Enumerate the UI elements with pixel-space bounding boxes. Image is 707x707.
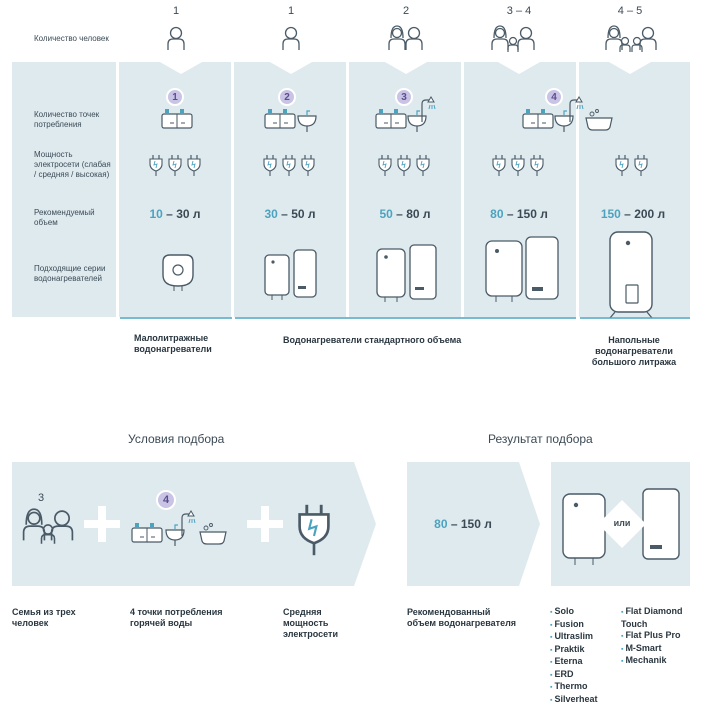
points-badge-3: 3 [395,88,413,106]
caption-family: Семья из трех человек [12,607,76,628]
series-item: ▪ Eterna [550,656,620,669]
series-item: ▪ Thermo [550,681,620,694]
caption-power: Средняя мощность электросети [283,607,338,639]
series-item: ▪ Silverheat [550,694,620,707]
series-item: ▪ Praktik [550,644,620,657]
volume-col-1: 10 – 30 л [149,207,201,221]
row-label-people: Количество человек [34,34,109,43]
row-label-power: Мощность электросети (слабая / средняя / высокая) [34,150,111,179]
volume-col-2: 30 – 50 л [264,207,316,221]
row-label-series: Подходящие серии водонагревателей [34,264,106,283]
volume-col-4: 80 – 150 л [490,207,548,221]
or-label: или [613,518,631,528]
points-badge-result: 4 [156,490,176,510]
category-floor: Напольные водонагреватели большого литража [591,335,677,367]
people-count-3: 2 [402,5,410,17]
series-item: ▪ Flat Diamond Touch [621,606,705,630]
result-volume: 80 – 150 л [434,517,492,531]
series-list-left [550,606,620,706]
volume-col-5: 150 – 200 л [600,207,666,221]
series-list-right [621,606,705,668]
category-small: Малолитражные водонагреватели [134,333,212,354]
people-count-5: 4 – 5 [617,5,643,17]
series-item: ▪ ERD [550,669,620,682]
points-badge-4: 4 [545,88,563,106]
row-label-volume: Рекомендуемый объем [34,208,95,227]
category-standard: Водонагреватели стандартного объема [283,335,462,345]
series-item: ▪ Fusion [550,619,620,632]
row-label-points: Количество точек потребления [34,110,100,129]
people-count-1: 1 [172,5,180,17]
cylinder-heater-icon [563,494,605,565]
family-count: 3 [38,492,45,504]
flat-heater-icon [643,489,679,559]
people-count-4: 3 – 4 [506,5,532,17]
series-item: ▪ Solo [550,606,620,619]
people-count-2: 1 [287,5,295,17]
series-item: ▪ Ultraslim [550,631,620,644]
series-item: ▪ Flat Plus Pro [621,630,705,643]
series-item: ▪ Mechanik [621,655,705,668]
points-badge-1: 1 [166,88,184,106]
series-item: ▪ M-Smart [621,643,705,656]
caption-recommended: Рекомендованный объем водонагревателя [407,607,517,628]
caption-points: 4 точки потребления горячей воды [130,607,223,628]
result-title: Результат подбора [488,432,593,446]
volume-col-3: 50 – 80 л [379,207,431,221]
conditions-title: Условия подбора [128,432,225,446]
points-badge-2: 2 [278,88,296,106]
